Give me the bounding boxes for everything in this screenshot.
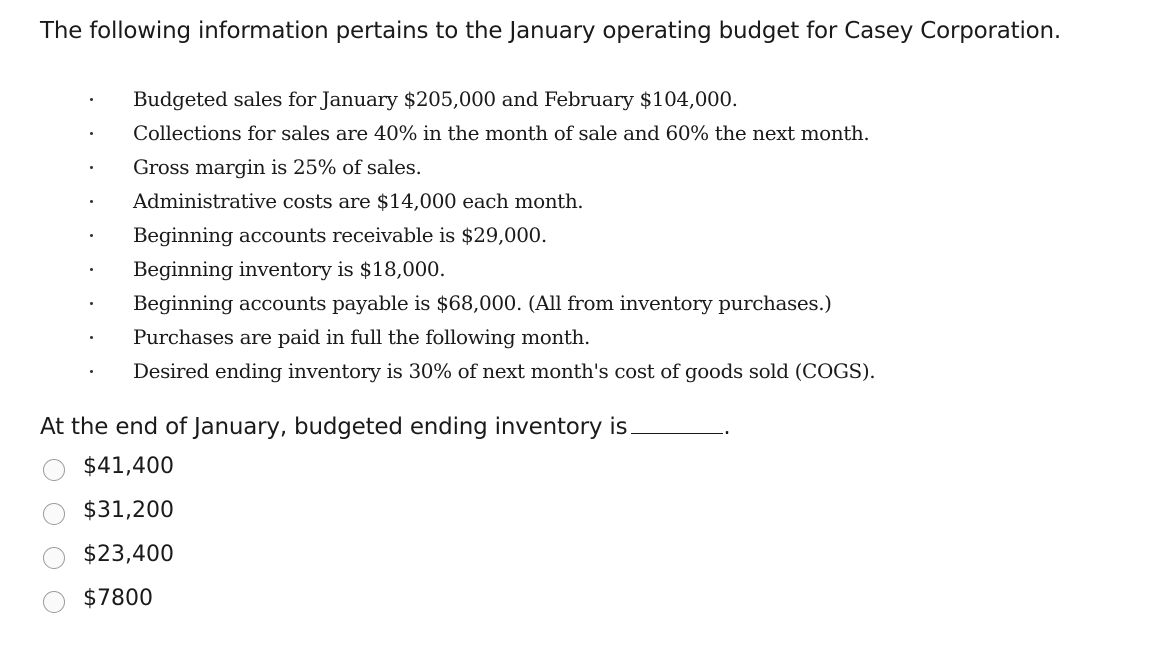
- option-label[interactable]: $7800: [83, 586, 153, 611]
- option-label[interactable]: $23,400: [83, 542, 174, 567]
- fact-text: Desired ending inventory is 30% of next month's cost of goods sold (COGS).: [133, 359, 876, 383]
- bullet-icon: [90, 302, 93, 305]
- bullet-icon: [90, 234, 93, 237]
- radio-button[interactable]: [43, 591, 65, 613]
- bullet-icon: [90, 98, 93, 101]
- fact-text: Administrative costs are $14,000 each month.: [133, 189, 584, 213]
- fact-text: Beginning accounts payable is $68,000. (All from inventory purchases.): [133, 291, 832, 315]
- bullet-icon: [90, 336, 93, 339]
- fact-text: Gross margin is 25% of sales.: [133, 155, 422, 179]
- fact-text: Beginning accounts receivable is $29,000.: [133, 223, 547, 247]
- intro-text: The following information pertains to the January operating budget for Casey Corporation.: [40, 18, 1062, 44]
- radio-button[interactable]: [43, 503, 65, 525]
- radio-button[interactable]: [43, 459, 65, 481]
- question-prompt: [40, 414, 731, 440]
- option-label[interactable]: $41,400: [83, 454, 174, 479]
- radio-button[interactable]: [43, 547, 65, 569]
- bullet-icon: [90, 132, 93, 135]
- bullet-icon: [90, 200, 93, 203]
- option-label[interactable]: $31,200: [83, 498, 174, 523]
- fact-text: Purchases are paid in full the following month.: [133, 325, 590, 349]
- answer-blank: [631, 432, 723, 434]
- fact-text: Beginning inventory is $18,000.: [133, 257, 446, 281]
- question-end-punctuation: .: [723, 414, 731, 440]
- fact-text: Budgeted sales for January $205,000 and February $104,000.: [133, 87, 738, 111]
- fact-text: Collections for sales are 40% in the month of sale and 60% the next month.: [133, 121, 870, 145]
- bullet-icon: [90, 268, 93, 271]
- question-text: At the end of January, budgeted ending inventory is: [40, 414, 628, 440]
- bullet-icon: [90, 370, 93, 373]
- bullet-icon: [90, 166, 93, 169]
